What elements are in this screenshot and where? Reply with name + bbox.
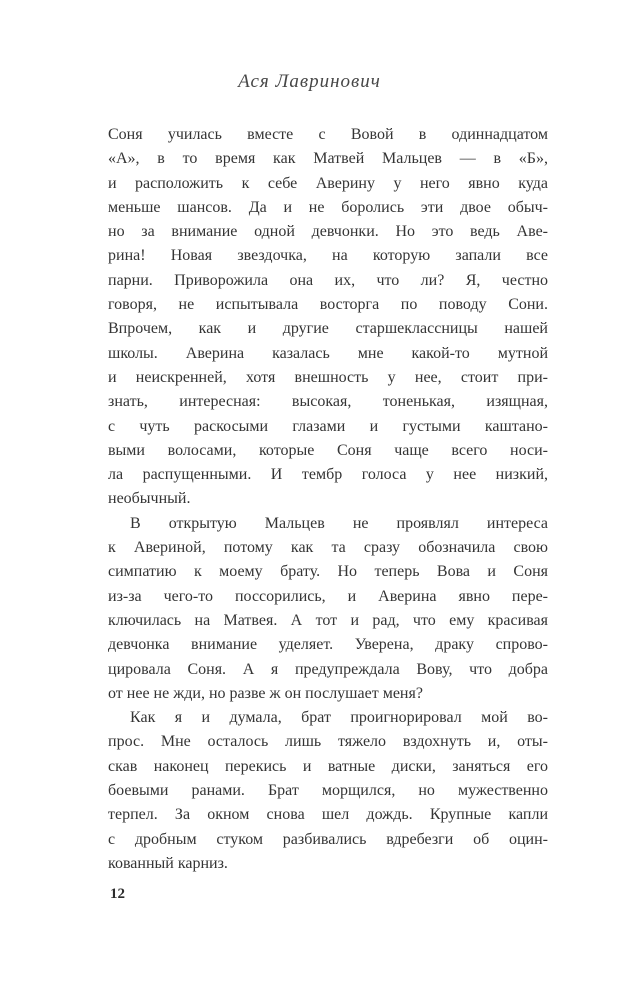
page-number: 12: [110, 886, 125, 902]
paragraph: [108, 512, 548, 706]
running-header-author: Ася Лавринович: [238, 71, 381, 92]
text-line: ключилась на Матвея. А тот и рад, что ему красивая: [108, 611, 548, 629]
text-line: терпел. За окном снова шел дождь. Крупные капли: [108, 806, 548, 824]
text-line: необычный.: [108, 490, 191, 508]
text-line: из-за чего-то поссорились, и Аверина явно пере-: [108, 587, 548, 605]
text-line: к Авериной, потому как та сразу обозначила свою: [108, 539, 548, 557]
text-line: ла распущенными. И тембр голоса у нее низкий,: [108, 466, 548, 484]
text-line: парни. Приворожила она их, что ли? Я, честно: [108, 271, 548, 289]
text-line: знать, интересная: высокая, тоненькая, изящная,: [108, 393, 548, 411]
text-line: меньше шансов. Да и не боролись эти двое обыч-: [108, 198, 548, 216]
text-line: с дробным стуком разбивались вдребезги об оцин-: [108, 830, 548, 848]
text-line: симпатию к моему брату. Но теперь Вова и Соня: [108, 563, 548, 581]
text-line: школы. Аверина казалась мне какой-то мутной: [108, 344, 548, 362]
text-line: и неискренней, хотя внешность у нее, стоит при-: [108, 368, 548, 386]
paragraph: [108, 706, 548, 876]
text-line: девчонка внимание уделяет. Уверена, драку спрово-: [108, 636, 548, 654]
text-line: Как я и думала, брат проигнорировал мой во-: [130, 709, 548, 727]
body-text: [108, 123, 548, 876]
text-line: скав наконец перекись и ватные диски, заняться его: [108, 757, 548, 775]
text-line: прос. Мне осталось лишь тяжело вздохнуть и, оты-: [108, 733, 548, 751]
text-line: рина! Новая звездочка, на которую запали все: [108, 247, 548, 265]
text-line: цировала Соня. А я предупреждала Вову, что добра: [108, 660, 548, 678]
text-line: от нее не жди, но разве ж он послушает меня?: [108, 684, 423, 702]
text-line: кованный карниз.: [108, 854, 228, 872]
text-line: В открытую Мальцев не проявлял интереса: [130, 514, 548, 532]
text-line: с чуть раскосыми глазами и густыми каштано-: [108, 417, 548, 435]
text-line: говоря, не испытывала восторга по поводу Сони.: [108, 296, 548, 314]
text-line: «А», в то время как Матвей Мальцев — в «Б»,: [108, 150, 548, 168]
text-line: и расположить к себе Аверину у него явно куда: [108, 174, 548, 192]
text-line: выми волосами, которые Соня чаще всего носи-: [108, 441, 548, 459]
text-line: Впрочем, как и другие старшеклассницы нашей: [108, 320, 548, 338]
text-line: боевыми ранами. Брат морщился, но мужественно: [108, 782, 548, 800]
text-line: Соня училась вместе с Вовой в одиннадцатом: [108, 126, 548, 143]
paragraph: [108, 123, 548, 512]
text-line: но за внимание одной девчонки. Но это ведь Аве-: [108, 223, 548, 241]
